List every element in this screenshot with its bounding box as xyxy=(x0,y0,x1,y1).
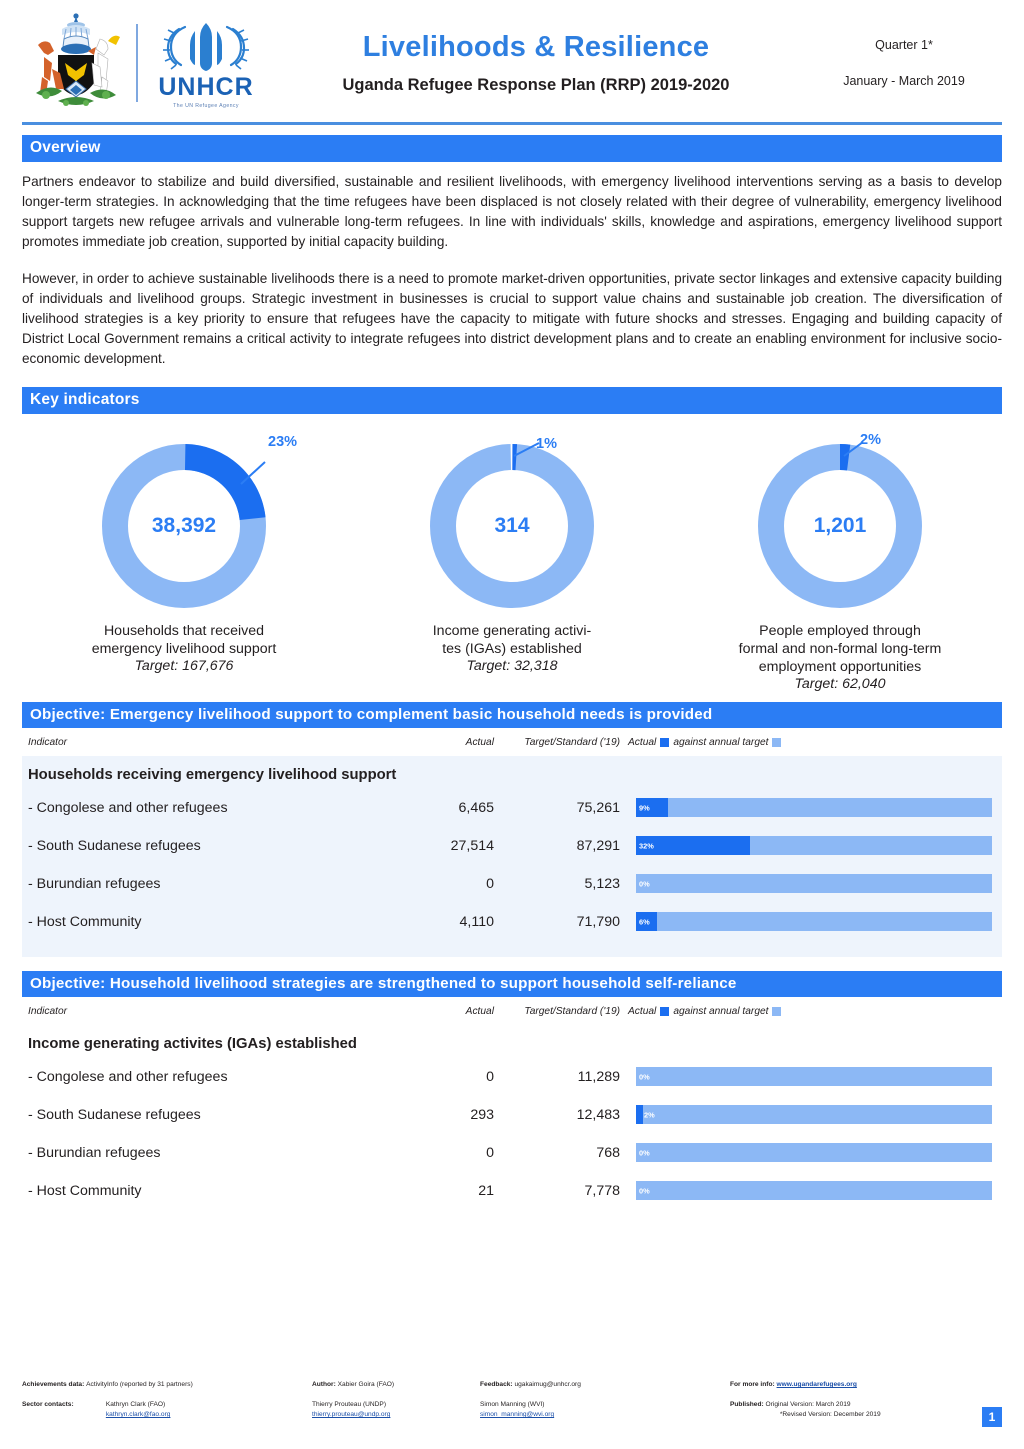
donut-target-label: Target: 32,318 xyxy=(466,658,558,675)
donut-chart-households xyxy=(89,436,279,616)
legend-against-label: against annual target xyxy=(673,737,769,749)
progress-bar-track xyxy=(636,874,992,893)
row-target: 5,123 xyxy=(584,875,620,892)
logo-divider xyxy=(136,24,138,102)
progress-bar-percent: 0% xyxy=(639,1072,650,1082)
objective1-table xyxy=(22,756,1002,957)
row-indicator: - Congolese and other refugees xyxy=(28,1068,228,1085)
footer-author-value: Xabier Goira (FAO) xyxy=(337,1381,395,1389)
table-row xyxy=(22,903,1002,941)
row-target: 11,289 xyxy=(577,1068,620,1085)
footer-row-sources xyxy=(22,1380,1002,1391)
quarter-label: Quarter 1* xyxy=(875,38,933,52)
progress-bar-percent: 2% xyxy=(644,1110,655,1120)
row-indicator: - South Sudanese refugees xyxy=(28,837,201,854)
legend-actual-label: Actual xyxy=(628,1005,657,1017)
donut-center-value: 38,392 xyxy=(151,513,217,537)
donut-caption-line1: Households that received xyxy=(103,622,265,639)
footer-row-contacts xyxy=(22,1400,1002,1421)
bar-legend xyxy=(620,737,1002,748)
donut-center-value: 1,201 xyxy=(813,513,867,537)
unhcr-logo xyxy=(152,15,260,111)
row-target: 71,790 xyxy=(576,913,620,930)
progress-bar-percent: 0% xyxy=(639,879,650,889)
donut-center-value: 314 xyxy=(494,513,530,537)
overview-paragraph-1: Partners endeavor to stabilize and build diversified, sustainable and resilient livelihoods, with emergency livelihood interventions serving as a basis to develop longer-term strategies. In acknowledging that the time refugees have been displaced is not closely related with their degree of vulnerability, emergency livelihood support targets new refugee arrivals and vulnerable long-term refugees. In line with individuals' skills, knowledge and aspirations, emergency livelihood support promotes immediate job creation, supported by initial capacity building. xyxy=(22,174,1002,249)
key-indicators-section-band: Key indicators xyxy=(22,387,1002,414)
table-bottom-padding xyxy=(22,941,1002,957)
footer-published xyxy=(730,1400,1002,1421)
donut-percent-label: 2% xyxy=(860,431,881,448)
progress-bar-fill xyxy=(636,1105,643,1124)
uganda-coat-of-arms-logo xyxy=(22,11,130,115)
column-header-target: Target/Standard ('19) xyxy=(524,737,620,749)
footer-contact1-name: Kathryn Clark (FAO) xyxy=(105,1400,166,1408)
table-row xyxy=(22,865,1002,903)
row-actual: 6,465 xyxy=(458,799,494,816)
page-subtitle: Uganda Refugee Response Plan (RRP) 2019-2020 xyxy=(342,76,730,94)
overview-paragraph-2: However, in order to achieve sustainable livelihoods there is a need to promote market-driven opportunities, private sector linkages and extensive capacity building of individuals and livelihood groups. Strategic investment in businesses is crucial to support value chains and sustainable job creation. The diversification of livelihood strategies is a key priority to ensure that refugees have the capacity to mitigate with future shocks and stresses. Engaging and building capacity of District Local Government remains a critical activity to integrate refugees into district development plans and to create an enabling environment for inclusive socio-economic development. xyxy=(22,270,1002,366)
table-row xyxy=(22,827,1002,865)
footer-moreinfo xyxy=(730,1380,1002,1391)
progress-bar-percent: 32% xyxy=(639,841,654,851)
table-row xyxy=(22,1172,1002,1210)
row-bar-cell xyxy=(620,1181,1002,1200)
row-actual: 0 xyxy=(486,1144,494,1161)
unhcr-tagline: The UN Refugee Agency xyxy=(173,103,239,109)
footer-author xyxy=(312,1380,480,1391)
row-bar-cell xyxy=(620,1143,1002,1162)
donut-caption-line1: Income generating activi- xyxy=(432,622,592,639)
donut-percent-label: 23% xyxy=(268,433,298,450)
row-target: 87,291 xyxy=(576,837,620,854)
footer-contact-1 xyxy=(22,1400,312,1421)
progress-bar-track xyxy=(636,912,992,931)
footer-feedback xyxy=(480,1380,730,1391)
donut-caption-line1: People employed through xyxy=(759,622,921,639)
legend-actual-label: Actual xyxy=(628,737,657,749)
footer-published-label: Published: xyxy=(730,1400,764,1408)
progress-bar-track xyxy=(636,836,992,855)
objective1-section-band: Objective: Emergency livelihood support to complement basic household needs is provided xyxy=(22,702,1002,728)
column-header-target: Target/Standard ('19) xyxy=(524,1005,620,1017)
donut-percent-label: 1% xyxy=(536,435,557,452)
header-period-block xyxy=(806,38,1002,88)
row-indicator: - Burundian refugees xyxy=(28,1144,161,1161)
row-indicator: - Host Community xyxy=(28,913,142,930)
footer-moreinfo-link[interactable]: www.ugandarefugees.org xyxy=(776,1381,857,1389)
progress-bar-track xyxy=(636,1143,992,1162)
table-row xyxy=(22,1096,1002,1134)
footer-achievements-value: ActivityInfo (reported by 31 partners) xyxy=(86,1381,193,1389)
row-actual: 0 xyxy=(486,875,494,892)
row-target: 75,261 xyxy=(576,799,620,816)
donut-caption-line2: tes (IGAs) established xyxy=(442,640,582,657)
donut-caption-line2: formal and non-formal long-term xyxy=(738,640,942,657)
row-bar-cell xyxy=(620,1105,1002,1124)
progress-bar-track xyxy=(636,1181,992,1200)
legend-dark-swatch-icon xyxy=(660,738,669,747)
table-row xyxy=(22,1134,1002,1172)
column-header-actual: Actual xyxy=(465,1005,494,1017)
row-bar-cell xyxy=(620,836,1002,855)
progress-bar-track xyxy=(636,1105,992,1124)
footer-contact2-name: Thierry Prouteau (UNDP) xyxy=(312,1400,387,1408)
progress-bar-percent: 6% xyxy=(639,917,650,927)
row-actual: 293 xyxy=(470,1106,494,1123)
donut-chart-igas xyxy=(417,436,607,616)
row-target: 768 xyxy=(596,1144,620,1161)
footer-achievements xyxy=(22,1380,312,1391)
row-indicator: - Burundian refugees xyxy=(28,875,161,892)
row-bar-cell xyxy=(620,1067,1002,1086)
column-header-actual: Actual xyxy=(465,737,494,749)
row-target: 7,778 xyxy=(584,1182,620,1199)
legend-light-swatch-icon xyxy=(772,738,781,747)
page-number-badge: 1 xyxy=(982,1407,1002,1427)
objective2-table xyxy=(22,1025,1002,1210)
unhcr-wordmark: UNHCR xyxy=(158,73,254,101)
footer-contact-3 xyxy=(480,1400,730,1421)
donut-caption-line2: emergency livelihood support xyxy=(91,640,277,657)
objective1-indicator-title: Households receiving emergency livelihood support xyxy=(28,767,397,784)
row-bar-cell xyxy=(620,798,1002,817)
row-bar-cell xyxy=(620,874,1002,893)
legend-light-swatch-icon xyxy=(772,1007,781,1016)
objective2-section-band: Objective: Household livelihood strategies are strengthened to support household self-reliance xyxy=(22,971,1002,997)
progress-bar-percent: 0% xyxy=(639,1148,650,1158)
progress-bar-track xyxy=(636,798,992,817)
footer-contacts-label: Sector contacts: xyxy=(22,1400,74,1408)
row-target: 12,483 xyxy=(576,1106,620,1123)
period-label: January - March 2019 xyxy=(843,74,965,88)
donut-caption-line3: employment opportunities xyxy=(758,659,922,676)
row-bar-cell xyxy=(620,912,1002,931)
row-actual: 4,110 xyxy=(459,913,494,930)
header-divider-rule xyxy=(22,122,1002,125)
progress-bar-track xyxy=(636,1067,992,1086)
progress-bar-percent: 9% xyxy=(639,803,650,813)
table-row xyxy=(22,789,1002,827)
objective2-table-header xyxy=(22,997,1002,1025)
page-footer xyxy=(22,1380,1002,1424)
bar-legend xyxy=(620,1006,1002,1017)
legend-against-label: against annual target xyxy=(673,1005,769,1017)
footer-contact1-email[interactable]: kathryn.clark@fao.org xyxy=(105,1411,171,1419)
row-actual: 27,514 xyxy=(450,837,494,854)
column-header-indicator: Indicator xyxy=(28,1005,68,1017)
header-titles xyxy=(260,31,806,95)
row-indicator: - Congolese and other refugees xyxy=(28,799,228,816)
footer-moreinfo-label: For more info: xyxy=(730,1381,775,1389)
legend-dark-swatch-icon xyxy=(660,1007,669,1016)
table-row xyxy=(22,1058,1002,1096)
footer-contact3-email[interactable]: simon_manning@wvi.org xyxy=(480,1411,555,1419)
donut-card-employment xyxy=(678,422,1002,693)
page-title: Livelihoods & Resilience xyxy=(362,31,710,63)
unhcr-emblem-icon xyxy=(159,17,253,73)
footer-contact-2 xyxy=(312,1400,480,1421)
key-indicators-donut-row xyxy=(22,422,1002,693)
row-actual: 21 xyxy=(478,1182,494,1199)
donut-card-igas xyxy=(350,422,674,693)
footer-contact3-name: Simon Manning (WVI) xyxy=(480,1400,545,1408)
footer-feedback-value[interactable]: ugakaimug@unhcr.org xyxy=(514,1381,581,1389)
donut-target-label: Target: 167,676 xyxy=(134,658,234,675)
overview-section-band: Overview xyxy=(22,135,1002,162)
footer-published-line1: Original Version: March 2019 xyxy=(765,1400,851,1408)
objective1-table-header xyxy=(22,728,1002,756)
footer-contact2-email[interactable]: thierry.prouteau@undp.org xyxy=(312,1411,391,1419)
donut-card-households xyxy=(22,422,346,693)
donut-chart-employment xyxy=(745,436,935,616)
footer-author-label: Author: xyxy=(312,1381,336,1389)
column-header-indicator: Indicator xyxy=(28,737,68,749)
objective2-indicator-title: Income generating activites (IGAs) established xyxy=(28,1035,357,1052)
footer-feedback-label: Feedback: xyxy=(480,1381,513,1389)
progress-bar-percent: 0% xyxy=(639,1186,650,1196)
footer-published-line2: *Revised Version: December 2019 xyxy=(779,1411,881,1419)
row-actual: 0 xyxy=(486,1068,494,1085)
footer-achievements-label: Achievements data: xyxy=(22,1381,85,1389)
page-header xyxy=(22,0,1002,120)
donut-target-label: Target: 62,040 xyxy=(794,676,886,693)
row-indicator: - South Sudanese refugees xyxy=(28,1106,201,1123)
row-indicator: - Host Community xyxy=(28,1182,142,1199)
